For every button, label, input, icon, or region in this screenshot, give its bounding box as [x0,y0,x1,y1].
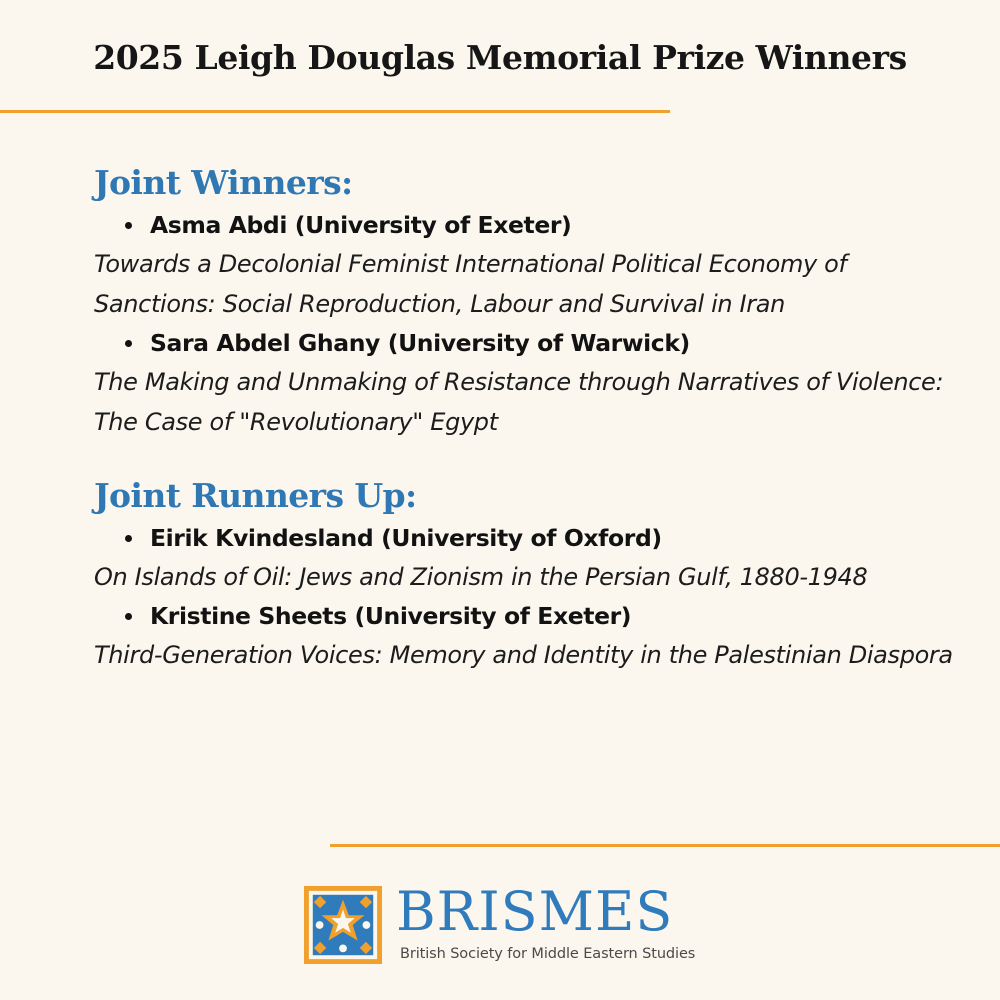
bullet-icon [125,340,132,347]
entry-name-text: Eirik Kvindesland (University of Oxford) [150,524,662,552]
entry-name-text: Kristine Sheets (University of Exeter) [150,602,632,630]
entry-work-title: The Making and Unmaking of Resistance through Narratives of Violence: The Case of "Revolutionary" Egypt [94,368,944,436]
entry-work-title: Third-Generation Voices: Memory and Identity in the Palestinian Diaspora [94,641,953,669]
geometric-star-tile-icon [304,886,382,964]
top-divider [0,110,670,113]
bullet-icon [125,535,132,542]
entry-name [94,519,954,557]
logo-wordmark: BRISMES [396,880,674,943]
entry-name-text: Sara Abdel Ghany (University of Warwick) [150,329,690,357]
entry-work-title: On Islands of Oil: Jews and Zionism in the Persian Gulf, 1880-1948 [94,563,868,591]
prize-list [94,160,954,675]
entry-name [94,324,954,362]
logo-subtitle: British Society for Middle Eastern Studies [400,946,696,962]
bullet-icon [125,222,132,229]
list-item [94,324,954,442]
entry-name [94,597,954,635]
bottom-divider [330,844,1000,847]
section-heading: Joint Runners Up: [94,476,417,515]
list-item [94,597,954,675]
page-title: 2025 Leigh Douglas Memorial Prize Winners [93,38,907,77]
section-joint-winners [94,160,954,442]
brismes-logo [304,882,724,972]
list-item [94,519,954,597]
entry-name [94,206,954,244]
list-item [94,206,954,324]
section-joint-runners-up [94,473,954,675]
entry-work-title: Towards a Decolonial Feminist International Political Economy of Sanctions: Social Reproduction, Labour and Survival in Iran [94,250,847,318]
bullet-icon [125,613,132,620]
section-heading: Joint Winners: [94,163,353,202]
entry-name-text: Asma Abdi (University of Exeter) [150,211,572,239]
